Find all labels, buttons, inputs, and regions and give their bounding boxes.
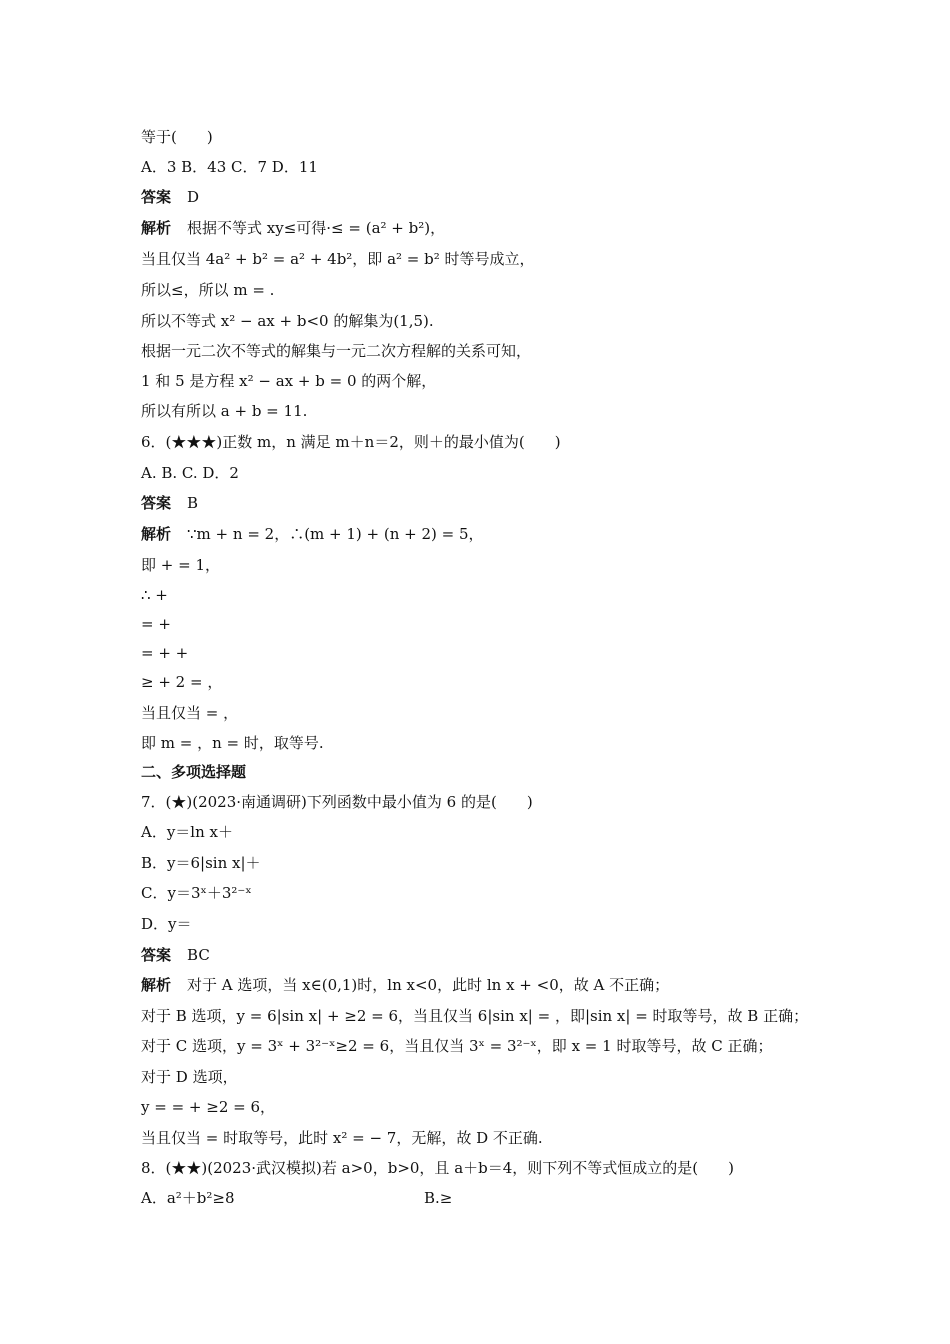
text-line — [141, 672, 222, 692]
line-text: 根据一元二次不等式的解集与一元二次方程解的关系可知， — [141, 342, 532, 360]
analysis-line — [141, 218, 445, 238]
text-line — [141, 249, 535, 269]
text-line — [141, 463, 239, 483]
line-tag: 解析 — [141, 525, 172, 543]
line-text: C．y＝3ˣ＋3²⁻ˣ — [141, 884, 252, 902]
line-text: 当且仅当 = 时取等号，此时 x² = − 7，无解，故 D 不正确. — [141, 1129, 543, 1147]
text-line — [141, 341, 531, 361]
text-line — [141, 853, 261, 873]
line-tag: 答案 — [141, 188, 172, 206]
line-tag: 答案 — [141, 946, 172, 964]
line-tag: 解析 — [141, 976, 172, 994]
text-line — [141, 555, 220, 575]
text-line — [141, 1067, 238, 1087]
analysis-line — [141, 524, 484, 544]
text-line — [141, 1188, 235, 1208]
line-text: 7．(★)(2023·南通调研)下列函数中最小值为 6 的是( ) — [141, 793, 533, 811]
line-text: A. B. C. D．2 — [141, 464, 239, 482]
text-line — [141, 1097, 275, 1117]
line-tag: 解析 — [141, 219, 172, 237]
text-line — [141, 733, 324, 753]
line-text: = + — [141, 615, 171, 633]
line-text: 所以≤，所以 m = . — [141, 281, 275, 299]
line-text: 所以不等式 x² − ax + b<0 的解集为(1,5). — [141, 312, 434, 330]
line-text: BC — [187, 946, 210, 964]
line-text: 等于( ) — [141, 128, 213, 146]
answer-line — [141, 187, 199, 207]
line-text: 二、多项选择题 — [141, 763, 247, 781]
line-text: 当且仅当 = ， — [141, 704, 239, 722]
text-line — [141, 585, 168, 605]
line-text: 对于 B 选项，y = 6|sin x| + ≥2 = 6，当且仅当 6|sin x| = ，即|sin x| = 时取等号，故 B 正确； — [141, 1007, 809, 1025]
line-text: A．a²＋b²≥8 — [141, 1189, 235, 1207]
line-text: 对于 C 选项，y = 3ˣ + 3²⁻ˣ≥2 = 6，当且仅当 3ˣ = 3²⁻ˣ，即 x = 1 时取等号，故 C 正确； — [141, 1037, 773, 1055]
text-line — [141, 311, 434, 331]
text-line — [141, 1036, 772, 1056]
text-line — [141, 1006, 808, 1026]
line-text: A．3 B．43 C．7 D．11 — [141, 158, 318, 176]
line-text: ≥ + 2 = ， — [141, 673, 223, 691]
text-line — [141, 371, 436, 391]
line-text: y = = + ≥2 = 6， — [141, 1098, 276, 1116]
text-line — [141, 703, 238, 723]
text-line — [141, 401, 307, 421]
line-text: 1 和 5 是方程 x² − ax + b = 0 的两个解， — [141, 372, 437, 390]
text-line — [141, 157, 318, 177]
line-text: 当且仅当 4a² + b² = a² + 4b²，即 a² = b² 时等号成立， — [141, 250, 535, 268]
text-line — [141, 1158, 734, 1178]
line-text: D — [187, 188, 200, 206]
text-line — [141, 280, 274, 300]
answer-line — [141, 945, 210, 965]
line-text: D．y＝ — [141, 915, 192, 933]
line-text: 6．(★★★)正数 m，n 满足 m＋n＝2，则＋的最小值为( ) — [141, 433, 561, 451]
text-line — [141, 127, 213, 147]
text-line — [141, 822, 233, 842]
answer-line — [141, 493, 198, 513]
option-b: B.≥ — [424, 1189, 453, 1207]
analysis-line — [141, 975, 669, 995]
line-text: 所以有所以 a + b = 11. — [141, 402, 308, 420]
text-line — [141, 792, 533, 812]
line-text: ∴ + — [141, 586, 168, 604]
text-line — [141, 914, 192, 934]
line-text: 即 + = 1， — [141, 556, 220, 574]
line-text: 即 m = ，n = 时，取等号. — [141, 734, 324, 752]
line-text: A．y＝ln x＋ — [141, 823, 233, 841]
line-text: ∵m + n = 2，∴(m + 1) + (n + 2) = 5， — [187, 525, 484, 543]
line-text: B．y＝6|sin x|＋ — [141, 854, 261, 872]
line-tag: 答案 — [141, 494, 172, 512]
line-text: 8．(★★)(2023·武汉模拟)若 a>0，b>0，且 a＋b＝4，则下列不等式恒成立的是( ) — [141, 1159, 734, 1177]
text-line — [141, 432, 561, 452]
line-text: 对于 A 选项，当 x∈(0,1)时，ln x<0，此时 ln x + <0，故 A 不正确； — [187, 976, 670, 994]
text-line — [141, 1128, 543, 1148]
line-text: 对于 D 选项， — [141, 1068, 238, 1086]
text-line — [141, 883, 252, 903]
line-text: B — [187, 494, 199, 512]
text-line — [141, 614, 171, 634]
line-text: = + + — [141, 644, 189, 662]
text-line — [141, 643, 188, 663]
section-heading — [141, 762, 246, 782]
line-text: 根据不等式 xy≤可得·≤ = (a² + b²)， — [187, 219, 446, 237]
